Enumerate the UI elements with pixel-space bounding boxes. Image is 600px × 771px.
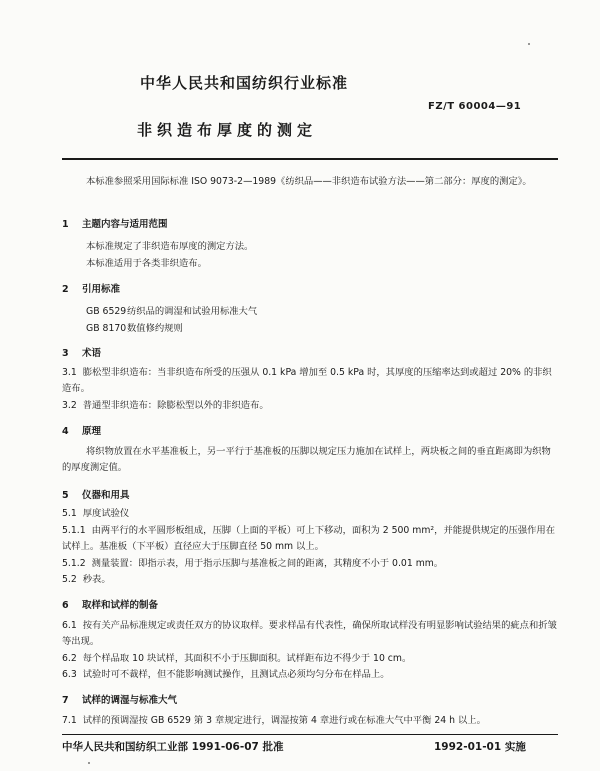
- clause-text: 每个样品取 10 块试样，其面积不小于压脚面积。试样距布边不得少于 10 cm。: [82, 653, 412, 664]
- section-title: 主题内容与适用范围: [82, 219, 168, 230]
- section-number: 2: [62, 284, 69, 295]
- clause-number: 6.3: [62, 669, 77, 680]
- clause-text: 试验时可不裁样，但不能影响测试操作，且测试点必须均匀分布在样品上。: [82, 669, 390, 680]
- clause-5-2: [62, 572, 560, 588]
- scan-speck: [88, 762, 90, 764]
- section-number: 3: [62, 348, 69, 359]
- clause-3-2: [62, 398, 560, 414]
- clause-text: 秒表。: [82, 574, 111, 585]
- header-divider: [62, 158, 558, 160]
- section-title: 试样的调湿与标准大气: [82, 695, 178, 706]
- clause-5-1-1: [62, 523, 560, 555]
- reference-title: 纺织品的调湿和试验用标准大气: [126, 306, 258, 317]
- clause-5-1-2: [62, 556, 560, 572]
- section-title: 仪器和用具: [82, 490, 130, 501]
- clause-number: 5.1.1: [62, 525, 86, 536]
- clause-3-1: [62, 365, 560, 397]
- reference-item: [86, 303, 257, 317]
- section-4-heading: [62, 423, 101, 437]
- section-5-heading: [62, 487, 130, 501]
- clause-number: 6.2: [62, 653, 77, 664]
- footer-divider: [62, 734, 558, 735]
- reference-title: 数值修约规则: [126, 323, 183, 334]
- clause-5-1: [62, 506, 560, 522]
- standard-title: 非织造布厚度的测定: [137, 121, 318, 139]
- clause-number: 5.2: [62, 574, 77, 585]
- section-1-line-2: 本标准适用于各类非织造布。: [86, 258, 207, 269]
- clause-number: 7.1: [62, 715, 77, 726]
- section-title: 引用标准: [82, 284, 121, 295]
- clause-text: 试样的预调湿按 GB 6529 第 3 章规定进行，调湿按第 4 章进行或在标准大气中平衡 24 h 以上。: [82, 715, 486, 726]
- section-number: 7: [62, 695, 69, 706]
- approval-line: 中华人民共和国纺织工业部 1991-06-07 批准: [62, 741, 284, 753]
- clause-text: 厚度试验仪: [82, 508, 130, 519]
- section-title: 术语: [82, 348, 102, 359]
- clause-number: 3.1: [62, 367, 77, 378]
- section-7-heading: [62, 692, 177, 706]
- section-1-line-1: 本标准规定了非织造布厚度的测定方法。: [86, 241, 254, 252]
- issuing-organization: 中华人民共和国纺织行业标准: [140, 74, 349, 92]
- section-3-heading: [62, 345, 101, 359]
- clause-7-1: [62, 713, 560, 729]
- section-number: 6: [62, 600, 69, 611]
- section-number: 1: [62, 219, 69, 230]
- reference-item: [86, 320, 183, 334]
- section-number: 5: [62, 490, 69, 501]
- implementation-date: 1992-01-01 实施: [434, 741, 526, 753]
- clause-number: 6.1: [62, 620, 77, 631]
- reference-code: GB 8170: [86, 323, 127, 334]
- section-title: 取样和试样的制备: [82, 600, 159, 611]
- section-2-heading: [62, 281, 120, 295]
- clause-text: 按有关产品标准规定或责任双方的协议取样。要求样品有代表性，确保所取试样没有明显影响试验结果的疵点和折皱等出现。: [62, 620, 557, 647]
- clause-number: 5.1: [62, 508, 77, 519]
- clause-6-3: [62, 667, 560, 683]
- clause-number: 3.2: [62, 400, 77, 411]
- intro-paragraph: 本标准参照采用国际标准 ISO 9073-2—1989《纺织品——非织造布试验方法——第二部分：厚度的测定》。: [86, 176, 532, 187]
- section-title: 原理: [82, 426, 102, 437]
- clause-number: 5.1.2: [62, 558, 86, 569]
- clause-text: 膨松型非织造布：当非织造布所受的压强从 0.1 kPa 增加至 0.5 kPa 时，其厚度的压缩率达到或超过 20% 的非织造布。: [62, 367, 552, 394]
- clause-text: 普通型非织造布：除膨松型以外的非织造布。: [82, 400, 269, 411]
- section-number: 4: [62, 426, 69, 437]
- clause-text: 测量装置：即指示表，用于指示压脚与基准板之间的距离，其精度不小于 0.01 mm。: [91, 558, 444, 569]
- section-6-heading: [62, 597, 158, 611]
- scan-speck: [528, 43, 530, 45]
- principle-paragraph: 将织物放置在水平基准板上，另一平行于基准板的压脚以规定压力施加在试样上，两块板之间的垂直距离即为织物的厚度测定值。: [62, 446, 551, 473]
- clause-6-2: [62, 651, 560, 667]
- section-1-heading: [62, 216, 168, 230]
- clause-text: 由两平行的水平圆形板组成，压脚（上面的平板）可上下移动，面积为 2 500 mm²，并能提供规定的压强作用在试样上。基准板（下平板）直径应大于压脚直径 50 mm 以上。: [62, 525, 556, 552]
- reference-code: GB 6529: [86, 306, 127, 317]
- clause-6-1: [62, 618, 560, 650]
- standard-code: FZ/T 60004—91: [428, 101, 522, 112]
